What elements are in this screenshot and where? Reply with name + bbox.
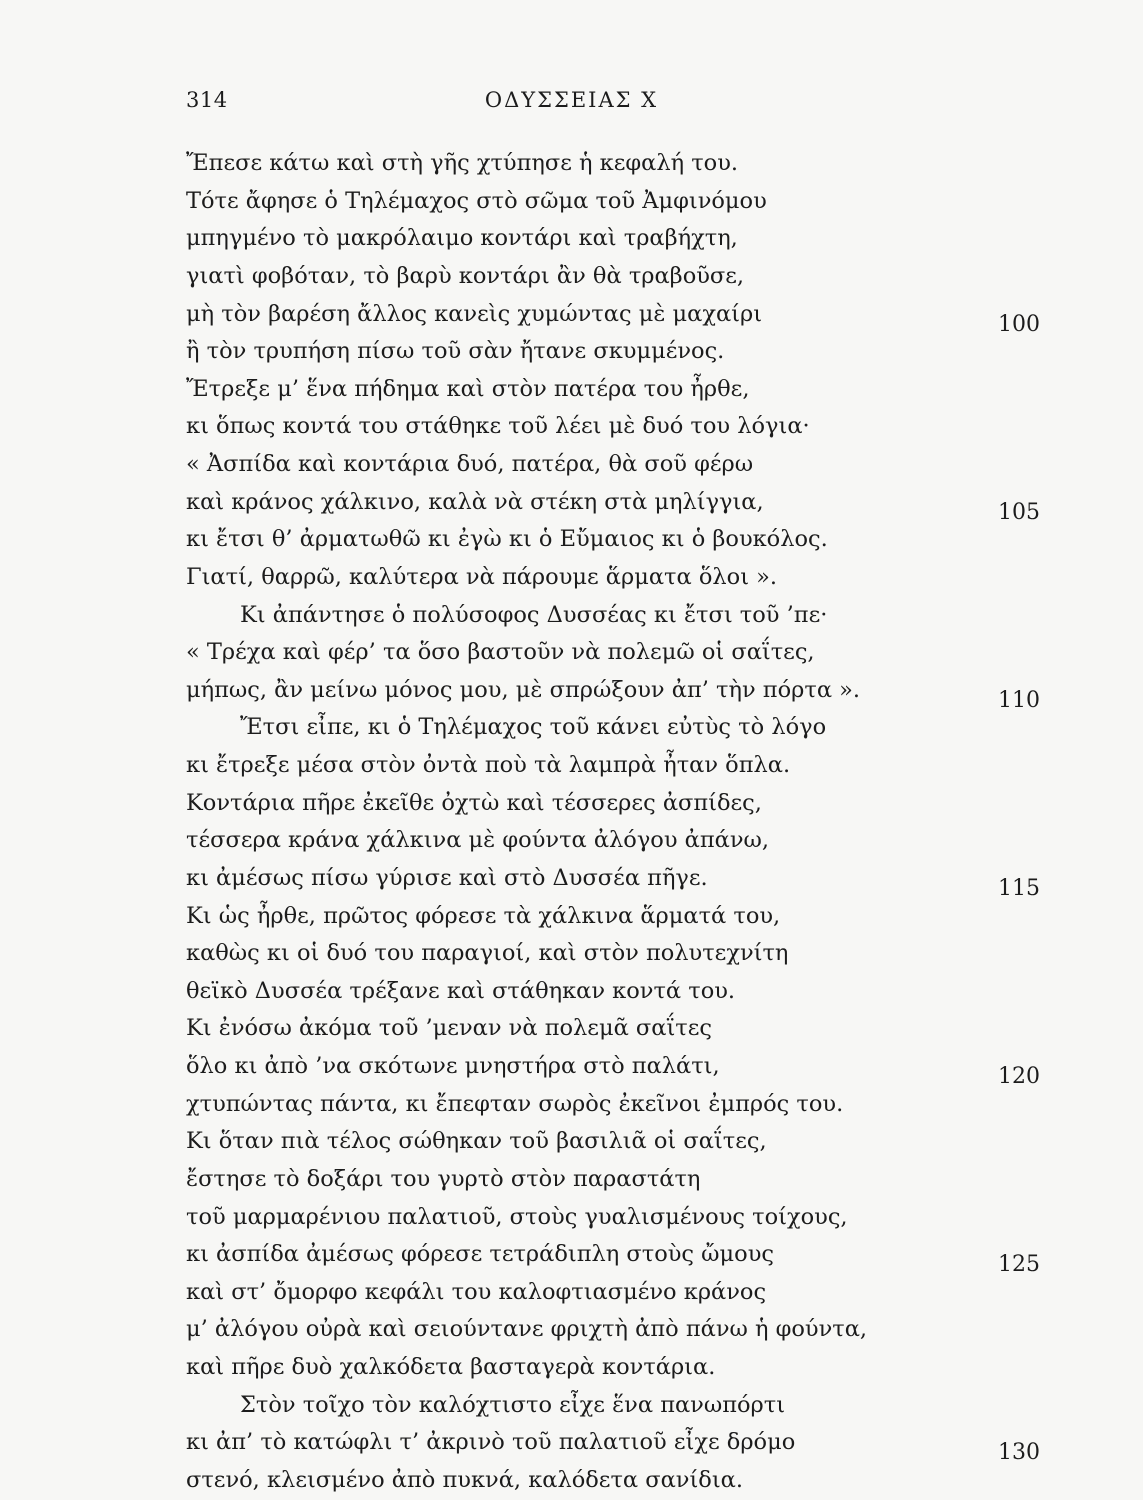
line-number: 120	[998, 1064, 1040, 1089]
verse-line	[186, 1236, 1056, 1278]
verse-text: ἢ τὸν τρυπήση πίσω τοῦ σὰν ἤτανε σκυμμένος.	[186, 338, 725, 365]
verse-text: Ἔτσι εἶπε, κι ὁ Τηλέμαχος τοῦ κάνει εὐτὺς τὸ λόγο	[240, 714, 827, 741]
verse-text: ἔστησε τὸ δοξάρι του γυρτὸ στὸν παραστάτη	[186, 1165, 701, 1192]
verse-line	[186, 258, 1056, 296]
verse-text: κι ἀμέσως πίσω γύρισε καὶ στὸ Δυσσέα πῆγε.	[186, 864, 708, 891]
verse-text: μήπως, ἂν μείνω μόνος μου, μὲ σπρώξουν ἀπ’ τὴν πόρτα ».	[186, 676, 861, 703]
verse-line	[186, 1462, 1056, 1500]
verse-line	[186, 1086, 1056, 1124]
verse-text: Ἔτρεξε μ’ ἕνα πήδημα καὶ στὸν πατέρα του ἦρθε,	[186, 375, 750, 402]
verse-line	[186, 145, 1056, 183]
verse-text: Τότε ἄφησε ὁ Τηλέμαχος στὸ σῶμα τοῦ Ἀμφινόμου	[186, 187, 767, 214]
verse-text: στενό, κλεισμένο ἀπὸ πυκνά, καλόδετα σανίδια.	[186, 1466, 744, 1493]
line-number: 130	[998, 1440, 1040, 1466]
verse-line	[186, 484, 1056, 525]
verse-text: τοῦ μαρμαρένιου παλατιοῦ, στοὺς γυαλισμένους τοίχους,	[186, 1203, 848, 1230]
verse-text: Κι ὡς ἦρθε, πρῶτος φόρεσε τὰ χάλκινα ἅρματά του,	[186, 902, 781, 929]
verse-text: « Τρέχα καὶ φέρ’ τα ὅσο βαστοῦν νὰ πολεμῶ οἱ σαΐτες,	[186, 639, 815, 666]
verse-line	[186, 1161, 1056, 1199]
verse-line	[186, 898, 1056, 936]
verse-line	[186, 183, 1056, 221]
verse-line	[186, 1123, 1056, 1161]
verse-line	[186, 333, 1056, 371]
verse-text: τέσσερα κράνα χάλκινα μὲ φούντα ἀλόγου ἀπάνω,	[186, 827, 770, 854]
verse-line	[186, 935, 1056, 973]
verse-text: κι ὅπως κοντά του στάθηκε τοῦ λέει μὲ δυό του λόγια·	[186, 413, 810, 440]
verse-line	[186, 1274, 1056, 1312]
verse-text: Ἔπεσε κάτω καὶ στὴ γῆς χτύπησε ἡ κεφαλή του.	[186, 150, 739, 176]
verse-line	[186, 1311, 1056, 1349]
line-number: 110	[998, 687, 1040, 713]
verse-text: χτυπώντας πάντα, κι ἔπεφταν σωρὸς ἐκεῖνοι ἐμπρός του.	[186, 1090, 844, 1117]
verse-text: Κι ἀπάντησε ὁ πολύσοφος Δυσσέας κι ἔτσι τοῦ ’πε·	[240, 601, 828, 628]
verse-line	[186, 785, 1056, 823]
verse-text: κι ἔτρεξε μέσα στὸν ὀντὰ ποὺ τὰ λαμπρὰ ἦταν ὅπλα.	[186, 752, 791, 778]
verse-line	[186, 672, 1056, 713]
verse-text: καὶ κράνος χάλκινο, καλὰ νὰ στέκη στὰ μηλίγγια,	[186, 488, 764, 515]
verse-line	[186, 1199, 1056, 1237]
verse-line	[186, 597, 1056, 635]
verse-text: μὴ τὸν βαρέση ἄλλος κανεὶς χυμώντας μὲ μαχαίρι	[186, 300, 763, 327]
verse-text: γιατὶ φοβόταν, τὸ βαρὺ κοντάρι ἂν θὰ τραβοῦσε,	[186, 262, 745, 289]
verse-line	[186, 446, 1056, 484]
verse-text: θεϊκὸ Δυσσέα τρέξανε καὶ στάθηκαν κοντά του.	[186, 977, 736, 1004]
verse-line	[186, 822, 1056, 860]
page-number: 314	[186, 88, 228, 112]
line-number: 100	[998, 311, 1040, 337]
verse-line	[186, 634, 1056, 672]
verse-text: μπηγμένο τὸ μακρόλαιμο κοντάρι καὶ τραβήχτη,	[186, 225, 738, 252]
poem-body	[186, 145, 1056, 1500]
verse-text: Κι ὅταν πιὰ τέλος σώθηκαν τοῦ βασιλιᾶ οἱ σαΐτες,	[186, 1128, 767, 1155]
verse-text: μ’ ἀλόγου οὐρὰ καὶ σειούντανε φριχτὴ ἀπὸ πάνω ἡ φούντα,	[186, 1316, 868, 1343]
line-number: 105	[998, 499, 1040, 525]
verse-line	[186, 1048, 1056, 1089]
verse-line	[186, 408, 1056, 446]
verse-line	[186, 296, 1056, 337]
verse-text: Στὸν τοῖχο τὸν καλόχτιστο εἶχε ἕνα πανωπόρτι	[240, 1391, 786, 1418]
verse-text: « Ἀσπίδα καὶ κοντάρια δυό, πατέρα, θὰ σοῦ φέρω	[186, 451, 754, 477]
verse-line	[186, 1349, 1056, 1387]
verse-text: καὶ στ’ ὄμορφο κεφάλι του καλοφτιασμένο κράνος	[186, 1278, 767, 1305]
verse-text: κι ἔτσι θ’ ἀρματωθῶ κι ἐγὼ κι ὁ Εὔμαιος κι ὁ βουκόλος.	[186, 526, 828, 553]
verse-line	[186, 1387, 1056, 1425]
verse-text: Κοντάρια πῆρε ἐκεῖθε ὀχτὼ καὶ τέσσερες ἀσπίδες,	[186, 789, 762, 816]
verse-text: κι ἀσπίδα ἀμέσως φόρεσε τετράδιπλη στοὺς ὤμους	[186, 1241, 774, 1268]
verse-line	[186, 709, 1056, 747]
verse-text: Γιατί, θαρρῶ, καλύτερα νὰ πάρουμε ἅρματα ὅλοι ».	[186, 563, 778, 590]
verse-text: Κι ἐνόσω ἀκόμα τοῦ ’μεναν νὰ πολεμᾶ σαΐτες	[186, 1015, 712, 1042]
line-number: 115	[998, 875, 1040, 901]
verse-line	[186, 220, 1056, 258]
verse-line	[186, 1010, 1056, 1048]
verse-line	[186, 371, 1056, 409]
verse-text: ὅλο κι ἀπὸ ’να σκότωνε μνηστήρα στὸ παλάτι,	[186, 1053, 720, 1079]
verse-line	[186, 521, 1056, 559]
verse-line	[186, 1424, 1056, 1466]
verse-line	[186, 973, 1056, 1011]
line-number: 125	[998, 1252, 1040, 1278]
verse-text: καὶ πῆρε δυὸ χαλκόδετα βασταγερὰ κοντάρια.	[186, 1354, 716, 1380]
verse-line	[186, 559, 1056, 597]
verse-line	[186, 860, 1056, 901]
verse-line	[186, 747, 1056, 785]
verse-text: καθὼς κι οἱ δυό του παραγιοί, καὶ στὸν πολυτεχνίτη	[186, 940, 789, 967]
running-title: ΟΔΥΣΣΕΙΑΣ Χ	[484, 88, 659, 112]
verse-text: κι ἀπ’ τὸ κατώφλι τ’ ἀκρινὸ τοῦ παλατιοῦ εἶχε δρόμο	[186, 1429, 796, 1456]
